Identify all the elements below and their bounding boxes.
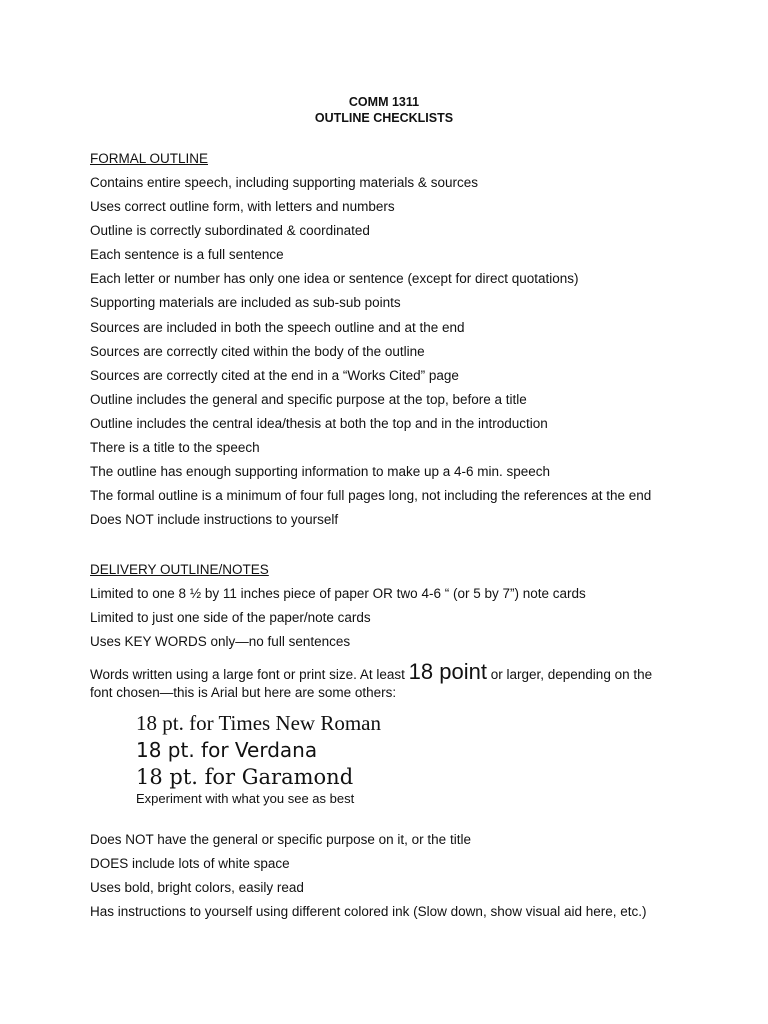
formal-outline-item: Supporting materials are included as sub-sub points bbox=[90, 295, 401, 310]
font-size-note-before: Words written using a large font or print size. At least bbox=[90, 667, 405, 682]
delivery-outline-item: Uses bold, bright colors, easily read bbox=[90, 880, 304, 895]
font-size-note bbox=[90, 661, 652, 683]
delivery-outline-item: Uses KEY WORDS only—no full sentences bbox=[90, 634, 351, 649]
formal-outline-item: Sources are correctly cited at the end in a “Works Cited” page bbox=[90, 368, 459, 383]
formal-outline-item: Each sentence is a full sentence bbox=[90, 247, 284, 262]
font-size-note-after: or larger, depending on the bbox=[490, 667, 653, 682]
font-size-note-line2: font chosen—this is Arial but here are some others: bbox=[90, 685, 397, 700]
document-title: OUTLINE CHECKLISTS bbox=[314, 111, 454, 125]
formal-outline-item: Does NOT include instructions to yourself bbox=[90, 512, 339, 527]
garamond-font-sample: 18 pt. for Garamond bbox=[136, 765, 354, 789]
formal-outline-item: Sources are correctly cited within the body of the outline bbox=[90, 344, 425, 359]
formal-outline-item: Uses correct outline form, with letters and numbers bbox=[90, 199, 395, 214]
formal-outline-item: There is a title to the speech bbox=[90, 440, 260, 455]
font-size-emphasis: 18 point bbox=[408, 659, 487, 684]
formal-outline-item: Outline includes the central idea/thesis at both the top and in the introduction bbox=[90, 416, 548, 431]
formal-outline-item: Sources are included in both the speech outline and at the end bbox=[90, 320, 465, 335]
delivery-outline-heading: DELIVERY OUTLINE/NOTES bbox=[90, 562, 269, 577]
times-font-sample: 18 pt. for Times New Roman bbox=[136, 711, 382, 735]
formal-outline-heading: FORMAL OUTLINE bbox=[90, 151, 209, 166]
delivery-outline-item: Limited to one 8 ½ by 11 inches piece of paper OR two 4-6 “ (or 5 by 7”) note cards bbox=[90, 586, 586, 601]
formal-outline-item: Each letter or number has only one idea or sentence (except for direct quotations) bbox=[90, 271, 579, 286]
delivery-outline-item: DOES include lots of white space bbox=[90, 856, 290, 871]
formal-outline-item: Outline is correctly subordinated & coordinated bbox=[90, 223, 370, 238]
formal-outline-item: The formal outline is a minimum of four full pages long, not including the references at the end bbox=[90, 488, 652, 503]
formal-outline-item: Outline includes the general and specific purpose at the top, before a title bbox=[90, 392, 527, 407]
course-code: COMM 1311 bbox=[348, 95, 420, 109]
delivery-outline-item: Has instructions to yourself using different colored ink (Slow down, show visual aid here, etc.) bbox=[90, 904, 647, 919]
formal-outline-item: The outline has enough supporting information to make up a 4-6 min. speech bbox=[90, 464, 551, 479]
delivery-outline-item: Does NOT have the general or specific purpose on it, or the title bbox=[90, 832, 471, 847]
verdana-font-sample: 18 pt. for Verdana bbox=[136, 738, 318, 762]
delivery-outline-item: Limited to just one side of the paper/note cards bbox=[90, 610, 371, 625]
experiment-note: Experiment with what you see as best bbox=[136, 791, 355, 806]
formal-outline-item: Contains entire speech, including supporting materials & sources bbox=[90, 175, 478, 190]
